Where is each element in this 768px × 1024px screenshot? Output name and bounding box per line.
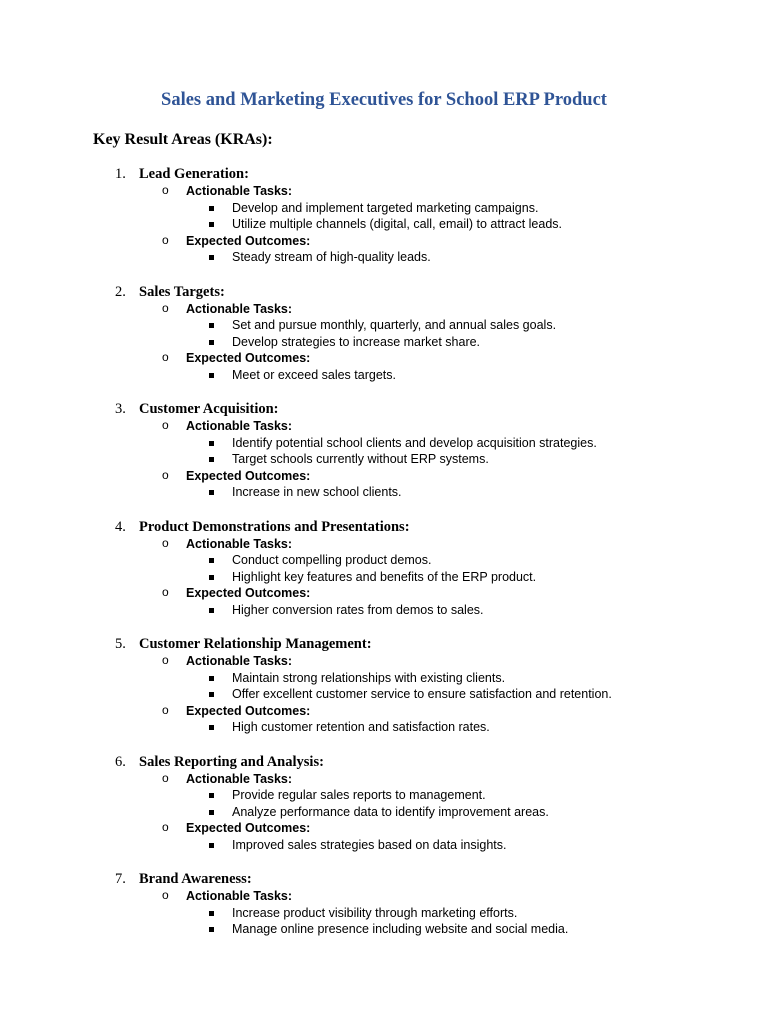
list-item: [0, 368, 768, 385]
list-item-text: Analyze performance data to identify improvement areas.: [232, 804, 549, 819]
kra-title: Brand Awareness:: [139, 871, 252, 887]
circle-bullet-icon: o: [162, 183, 169, 197]
expected-outcomes-heading: [0, 234, 768, 251]
expected-outcomes-heading: [0, 586, 768, 603]
list-item: [0, 838, 768, 855]
kra-title: Customer Relationship Management:: [139, 636, 372, 652]
kra-number: 3.: [115, 401, 126, 417]
list-item: [0, 318, 768, 335]
actionable-tasks-label: Actionable Tasks:: [186, 771, 293, 786]
list-item-text: Maintain strong relationships with existing clients.: [232, 670, 506, 685]
kra-heading: [0, 871, 768, 889]
expected-outcomes-heading: [0, 704, 768, 721]
actionable-tasks-label: Actionable Tasks:: [186, 654, 293, 668]
list-item-text: Improved sales strategies based on data insights.: [232, 837, 507, 852]
kra-title: Sales Targets:: [139, 283, 225, 300]
actionable-tasks-heading: [0, 537, 768, 554]
kra-heading: [0, 754, 768, 772]
expected-outcomes-label: Expected Outcomes:: [186, 468, 311, 483]
expected-outcomes-heading: [0, 821, 768, 838]
expected-outcomes-label: Expected Outcomes:: [186, 821, 311, 835]
circle-bullet-icon: o: [162, 888, 169, 902]
expected-outcomes-heading: [0, 469, 768, 486]
list-item-text: Highlight key features and benefits of the ERP product.: [232, 569, 537, 584]
actionable-tasks-heading: [0, 654, 768, 671]
kra-number: 4.: [115, 518, 126, 535]
kra-number: 1.: [115, 166, 126, 182]
actionable-tasks-label: Actionable Tasks:: [186, 889, 293, 903]
square-bullet-icon: [209, 575, 214, 580]
list-item-text: Increase in new school clients.: [232, 485, 402, 499]
list-item-text: Identify potential school clients and develop acquisition strategies.: [232, 435, 597, 450]
list-item: [0, 805, 768, 822]
square-bullet-icon: [209, 441, 214, 446]
list-item: [0, 217, 768, 234]
kra-list: [0, 166, 768, 956]
list-item-text: Increase product visibility through marketing efforts.: [232, 905, 518, 920]
actionable-tasks-label: Actionable Tasks:: [186, 419, 293, 433]
circle-bullet-icon: o: [162, 702, 169, 717]
list-item: [0, 687, 768, 704]
list-item-text: Develop and implement targeted marketing campaigns.: [232, 200, 539, 215]
circle-bullet-icon: o: [162, 232, 169, 247]
list-item: [0, 570, 768, 587]
square-bullet-icon: [209, 725, 214, 730]
circle-bullet-icon: o: [162, 585, 169, 599]
actionable-tasks-label: Actionable Tasks:: [186, 301, 293, 316]
kra-number: 7.: [115, 871, 126, 887]
list-item: [0, 906, 768, 923]
expected-outcomes-label: Expected Outcomes:: [186, 703, 311, 718]
kra-heading: [0, 519, 768, 537]
circle-bullet-icon: o: [162, 418, 169, 432]
list-item-text: Conduct compelling product demos.: [232, 553, 432, 567]
circle-bullet-icon: o: [162, 653, 169, 667]
square-bullet-icon: [209, 457, 214, 462]
kra-title: Lead Generation:: [139, 166, 249, 182]
kra-number: 6.: [115, 753, 126, 770]
list-item-text: Set and pursue monthly, quarterly, and annual sales goals.: [232, 318, 557, 332]
list-item: [0, 436, 768, 453]
kra-heading: [0, 166, 768, 184]
square-bullet-icon: [209, 692, 214, 697]
actionable-tasks-label: Actionable Tasks:: [186, 184, 293, 198]
actionable-tasks-label: Actionable Tasks:: [186, 536, 293, 551]
square-bullet-icon: [209, 927, 214, 932]
square-bullet-icon: [209, 255, 214, 260]
list-item: [0, 603, 768, 620]
circle-bullet-icon: o: [162, 467, 169, 482]
kra-number: 2.: [115, 283, 126, 300]
square-bullet-icon: [209, 323, 214, 328]
square-bullet-icon: [209, 676, 214, 681]
kra-item: [0, 754, 768, 855]
square-bullet-icon: [209, 793, 214, 798]
section-heading: Key Result Areas (KRAs):: [93, 131, 273, 148]
kra-title: Customer Acquisition:: [139, 401, 279, 417]
square-bullet-icon: [209, 843, 214, 848]
list-item-text: Higher conversion rates from demos to sales.: [232, 602, 484, 617]
kra-number: 5.: [115, 636, 126, 652]
kra-title: Sales Reporting and Analysis:: [139, 753, 324, 770]
kra-title: Product Demonstrations and Presentations:: [139, 518, 410, 535]
kra-heading: [0, 284, 768, 302]
list-item-text: Utilize multiple channels (digital, call, email) to attract leads.: [232, 217, 562, 231]
square-bullet-icon: [209, 340, 214, 345]
list-item-text: High customer retention and satisfaction rates.: [232, 720, 490, 734]
kra-item: [0, 166, 768, 267]
circle-bullet-icon: o: [162, 770, 169, 785]
actionable-tasks-heading: [0, 889, 768, 906]
list-item-text: Steady stream of high-quality leads.: [232, 250, 431, 264]
list-item: [0, 671, 768, 688]
list-item: [0, 553, 768, 570]
expected-outcomes-heading: [0, 351, 768, 368]
square-bullet-icon: [209, 558, 214, 563]
square-bullet-icon: [209, 222, 214, 227]
actionable-tasks-heading: [0, 419, 768, 436]
list-item: [0, 720, 768, 737]
list-item: [0, 201, 768, 218]
circle-bullet-icon: o: [162, 820, 169, 834]
list-item-text: Provide regular sales reports to management.: [232, 788, 486, 802]
list-item-text: Target schools currently without ERP systems.: [232, 452, 489, 466]
circle-bullet-icon: o: [162, 300, 169, 315]
square-bullet-icon: [209, 373, 214, 378]
list-item: [0, 452, 768, 469]
list-item: [0, 335, 768, 352]
kra-heading: [0, 401, 768, 419]
circle-bullet-icon: o: [162, 535, 169, 550]
kra-item: [0, 519, 768, 620]
expected-outcomes-label: Expected Outcomes:: [186, 586, 311, 600]
list-item: [0, 788, 768, 805]
list-item-text: Manage online presence including website and social media.: [232, 922, 569, 936]
list-item-text: Develop strategies to increase market share.: [232, 334, 481, 349]
kra-item: [0, 401, 768, 502]
list-item-text: Offer excellent customer service to ensure satisfaction and retention.: [232, 687, 612, 701]
document-title: Sales and Marketing Executives for School ERP Product: [161, 90, 607, 110]
list-item: [0, 922, 768, 939]
list-item: [0, 250, 768, 267]
kra-heading: [0, 636, 768, 654]
list-item: [0, 485, 768, 502]
square-bullet-icon: [209, 810, 214, 815]
square-bullet-icon: [209, 206, 214, 211]
actionable-tasks-heading: [0, 184, 768, 201]
list-item-text: Meet or exceed sales targets.: [232, 367, 396, 382]
expected-outcomes-label: Expected Outcomes:: [186, 233, 311, 248]
expected-outcomes-label: Expected Outcomes:: [186, 351, 311, 365]
kra-item: [0, 284, 768, 385]
square-bullet-icon: [209, 608, 214, 613]
square-bullet-icon: [209, 490, 214, 495]
actionable-tasks-heading: [0, 772, 768, 789]
circle-bullet-icon: o: [162, 350, 169, 364]
actionable-tasks-heading: [0, 302, 768, 319]
kra-item: [0, 871, 768, 939]
kra-item: [0, 636, 768, 737]
square-bullet-icon: [209, 911, 214, 916]
